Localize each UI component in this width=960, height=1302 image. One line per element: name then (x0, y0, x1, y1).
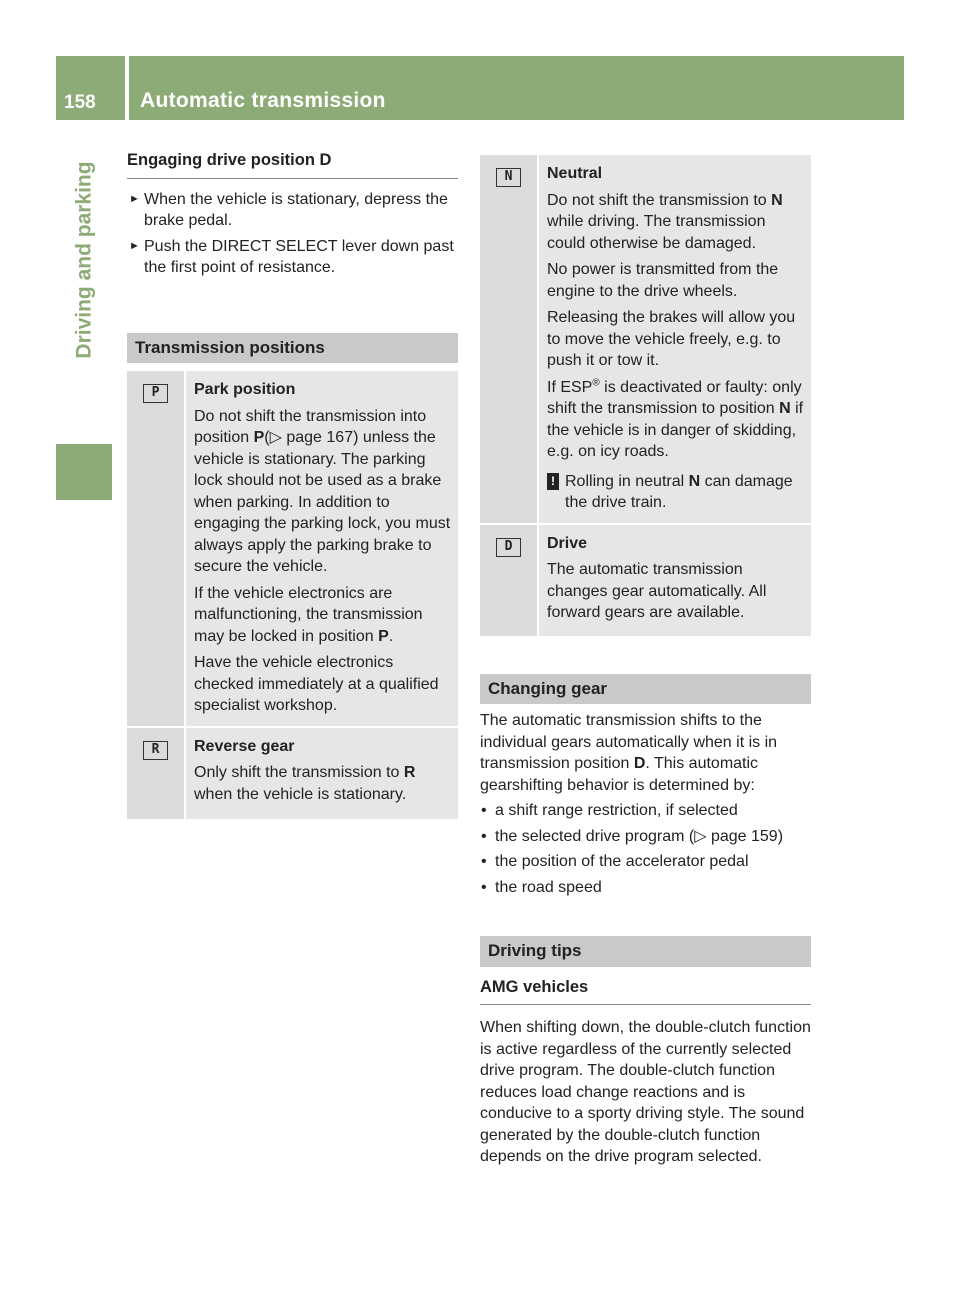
step-arrow-icon: ► (129, 239, 140, 252)
bullet-icon: • (481, 853, 487, 870)
value-cell (539, 155, 811, 523)
park-text-2: If the vehicle electronics are malfunctioning, the transmission may be locked in position P. (194, 584, 423, 645)
chapter-title: Automatic transmission (140, 89, 386, 112)
table-row-reverse (127, 728, 458, 822)
key-cell (480, 525, 539, 636)
list-item: • a shift range restriction, if selected (480, 800, 811, 822)
key-cell (127, 371, 186, 726)
page-number: 158 (64, 92, 96, 113)
list-item: • the position of the accelerator pedal (480, 851, 811, 873)
value-cell (539, 525, 811, 636)
drive-symbol-icon: D (496, 538, 521, 557)
reverse-symbol-icon: R (143, 741, 168, 760)
neutral-text-1: Do not shift the transmission to N while driving. The transmission could otherwise be damaged. (547, 191, 783, 252)
transmission-positions-table-cont (480, 155, 811, 638)
list-item: • the selected drive program (▷ page 159) (480, 826, 811, 848)
park-text-3: Have the vehicle electronics checked immediately at a qualified specialist workshop. (194, 654, 439, 714)
list-item: • the road speed (480, 877, 811, 899)
section-heading-engaging-d: Engaging drive position D (127, 150, 458, 179)
changing-gear-intro: The automatic transmission shifts to the individual gears automatically when it is in transmission position D. This automatic gearshifting behavior is determined by: (480, 712, 778, 794)
section-bar-driving-tips: Driving tips (480, 936, 811, 967)
step-text: When the vehicle is stationary, depress the brake pedal. (144, 190, 448, 229)
row-title: Reverse gear (194, 737, 295, 755)
table-row-drive (480, 525, 811, 638)
warning-icon: ! (547, 473, 559, 490)
table-row-neutral (480, 155, 811, 525)
key-cell (127, 728, 186, 820)
neutral-text-4: If ESP® is deactivated or faulty: only shift the transmission to position N if the vehicle is in danger of skidding, e.g. on icy roads. (547, 377, 804, 460)
subheading-amg-vehicles: AMG vehicles (480, 977, 811, 1006)
park-symbol-icon: P (143, 384, 168, 403)
bullet-icon: • (481, 827, 487, 845)
step-arrow-icon: ► (129, 192, 140, 205)
right-column (480, 150, 811, 1172)
row-title: Drive (547, 534, 588, 552)
key-cell (480, 155, 539, 523)
drive-text-1: The automatic transmission changes gear automatically. All forward gears are available. (547, 561, 767, 621)
row-title: Neutral (547, 165, 603, 182)
driving-tips-body: When shifting down, the double-clutch function is active regardless of the currently selected drive program. The double-clutch function reduces load change reactions and is conducive to a sporty driving style. The sound generated by the double-clutch function depends on the drive program selected. (480, 1019, 811, 1165)
value-cell (186, 371, 458, 726)
bullet-icon: • (481, 802, 487, 819)
transmission-positions-table (127, 333, 458, 822)
neutral-text-3: Releasing the brakes will allow you to move the vehicle freely, e.g. to push it or tow it. (547, 309, 796, 369)
neutral-symbol-icon: N (496, 168, 521, 187)
warning-note: ! Rolling in neutral N can damage the drive train. (547, 471, 805, 514)
left-column (127, 150, 458, 821)
reverse-text-1: Only shift the transmission to R when the vehicle is stationary. (194, 764, 416, 803)
instruction-step (127, 189, 458, 232)
section-bar-changing-gear: Changing gear (480, 674, 811, 705)
bullet-icon: • (481, 878, 487, 896)
step-text: Push the DIRECT SELECT lever down past the first point of resistance. (144, 237, 454, 276)
instruction-step (127, 236, 458, 279)
neutral-text-2: No power is transmitted from the engine to the drive wheels. (547, 261, 779, 300)
header-divider (125, 56, 129, 120)
side-tab-label: Driving and parking (72, 161, 96, 359)
page-ref-arrow-icon: ▷ (269, 429, 282, 446)
table-row-park (127, 371, 458, 728)
side-tab-marker (56, 444, 112, 500)
page-ref-arrow-icon: ▷ (694, 827, 707, 845)
park-text-1: Do not shift the transmission into position P(▷ page 167) unless the vehicle is stationary. The parking lock should not be used as a brake when parking. In addition to engaging the parking lock, you must always apply the parking brake to secure the vehicle. (194, 407, 451, 575)
value-cell (186, 728, 458, 820)
row-title: Park position (194, 381, 296, 398)
table-title: Transmission positions (127, 333, 458, 364)
